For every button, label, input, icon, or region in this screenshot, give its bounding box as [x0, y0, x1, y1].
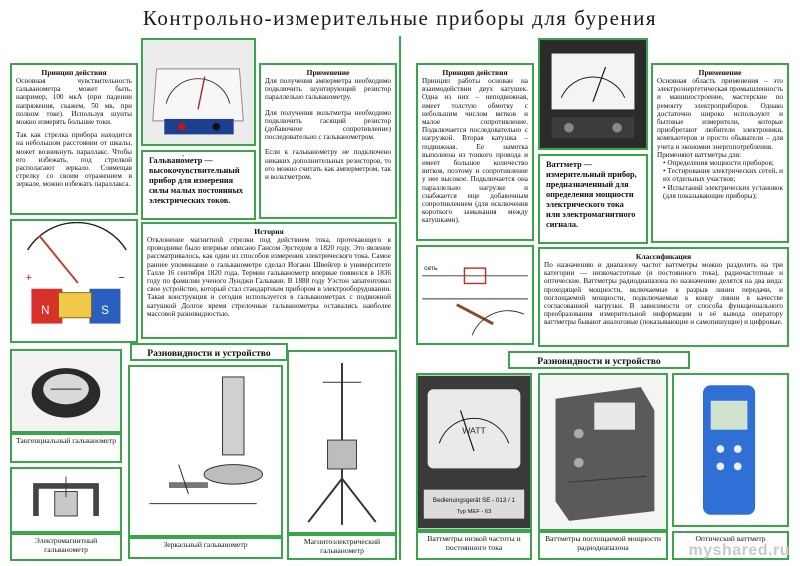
mirror-galvanometer-drawing: [128, 365, 283, 537]
low-frequency-wattmeter-photo: [416, 373, 532, 531]
electromagnetic-caption: Электромагнитный гальванометр: [10, 533, 122, 561]
list-item: • Определения мощности приборов;: [663, 159, 774, 168]
svg-text:+: +: [25, 272, 32, 284]
watt-varieties-heading: Разновидности и устройство: [508, 351, 690, 369]
galv-history-text: Отклонение магнитной стрелки под действием тока, протекающего в проводнике было впервые описано Гансом Эрстедом в 1820 году. Это явление рассматривалось, как один из способов измерения электрического тока. Самое раннее упоминание о гальванометре сделал Иоганн Швейгер в университете Галле 16 сентября 1820 года. Термин гальванометр впервые появился в 1836 году по фамилии ученого Луиджи Гальвани. В 1888 году Уэстон запатентовал свое устройство, который стал стандартным прибором в электрооборудовании. Такая конструкция и сегодня используется в гальванометрах с подвижной катушкой Долгое время стрелочные гальванометры оставались наиболее массовой разновидностью.: [147, 236, 391, 318]
watt-label: WATT: [462, 425, 486, 436]
electromagnetic-galvanometer-drawing: [10, 467, 122, 533]
galv-principle-heading: Принцип действия: [41, 68, 107, 77]
wattmeter-scheme-diagram: [416, 245, 534, 345]
magnetoelectric-caption: Магнитоэлектрический гальванометр: [287, 534, 397, 560]
plate-label: Bedienungsgerät SE - 013 / 1: [432, 497, 516, 505]
watt-application-box: [651, 63, 789, 243]
watt-principle-box: [416, 63, 534, 241]
ammeter-photo: [141, 38, 256, 146]
tangent-galvanometer-photo: [10, 349, 122, 433]
galv-definition-box: Гальвано́метр — высокочувствительный прибор для измерения силы малых постоянных электрических токов.: [141, 150, 256, 220]
galv-principle-text2: Так как стрелка прибора находится на небольшом расстоянии от шкалы, может возникнуть параллакс. Чтобы его избежать, под стрелкой располагают зеркало. Совмещая стрелку со своим отражением в зеркале, можно избежать параллакса.: [16, 131, 132, 189]
galv-principle-text: Основная чувствительность гальванометра может быть, например, 100 мкА (при падении напряжения, скажем, 50 мв, при полном токе). Используя шунты можно измерять большие токи.: [16, 77, 132, 127]
galv-application-heading: Применение: [306, 68, 350, 77]
center-divider: [399, 36, 401, 560]
galvanometer-diagram: [10, 219, 138, 343]
watt-classification-heading: Классификация: [635, 252, 692, 261]
galv-application-text2: Для получения вольтметра необходимо подключить гасящий резистор (добавочное сопротивление) последовательно с гальванометром.: [265, 108, 391, 142]
poster-title: Контрольно-измерительные приборы для бурения: [142, 6, 658, 30]
watt-principle-heading: Принцип действия: [442, 68, 508, 77]
optical-wattmeter-photo: [672, 373, 789, 527]
absorbed-power-caption: Ваттметры поглощаемой мощности радиодиапазона: [538, 531, 668, 560]
galv-history-heading: История: [254, 227, 284, 236]
watt-application-list-intro: Применяют ваттметры для:: [657, 150, 742, 159]
watt-classification-text: По назначению и диапазону частот ваттметры можно разделить на три категории — низкочастотные (и постоянного тока), радиочастотные и оптические. Ваттметры радиодиапазона по назначению делятся на два вида: проходящей мощности, включаемые в разрыв линии передачи, и поглощаемой мощности, подключаемые к концу линии в качестве согласованной нагрузки. В зависимости от способа функционального преобразования измерительной информации и её вывода оператору ваттметры бывают аналоговые (показывающие и самопишущие) и цифровые.: [544, 261, 783, 327]
watermark: myshared.ru: [688, 542, 790, 559]
watt-application-list: [657, 159, 783, 200]
magnetoelectric-galvanometer-drawing: [287, 350, 397, 534]
list-item: • Тестирования электрических сетей, и их отдельных участков;: [663, 167, 783, 184]
optical-caption: Оптический ваттметр: [672, 531, 789, 560]
galv-application-text: Для получения амперметра необходимо подключить шунтирующий резистор параллельно гальванометру.: [265, 77, 391, 102]
galv-history-box: [141, 222, 397, 339]
watt-definition-box: Ваттметр — измерительный прибор, предназначенный для определения мощности электрического тока или электромагнитного сигнала.: [538, 154, 648, 244]
galv-principle-box: [10, 63, 138, 215]
svg-text:−: −: [118, 272, 125, 284]
galv-varieties-heading: Разновидности и устройство: [130, 343, 288, 361]
watt-application-heading: Применение: [698, 68, 742, 77]
watt-classification-box: [538, 247, 789, 347]
mirror-caption: Зеркальный гальванометр: [128, 537, 283, 559]
svg-text:N: N: [41, 303, 50, 317]
galv-application-box: [259, 63, 397, 219]
watt-application-text: Основная область применения – это электроэнергетическая промышленность и машиностроение, мастерские по ремонту электроприборов. Однако достаточно широко используют и бытовые измерители, которые приобретают любители электроники, компьютеров и просто обыватели – для учета и экономии энергопотребления.: [657, 77, 783, 151]
tangent-caption: Тангенциальный гальванометр: [10, 433, 122, 463]
watt-principle-text: Принцип работы основан на взаимодействии двух катушек. Одна из них – неподвижная, имеет толстую обмотку с небольшим числом витков и малое сопротивление. Подключается последовательно с нагрузкой. Вторая катушка – подвижная. Ее намотка выполнена из тонкого провода и имеет большое количество витков, поэтому и сопротивление у нее высокое. Подключается она параллельно нагрузке и снабжается еще добавочным сопротивлением (для исключения короткого замыкания между катушками).: [422, 77, 528, 225]
scheme-label: сеть: [424, 265, 438, 273]
list-item: • Испытаний электрических установок (для показывающие приборы);: [663, 183, 783, 200]
low-frequency-caption: Ваттметры низкой частоты и постоянного тока: [416, 531, 532, 560]
svg-text:S: S: [101, 303, 109, 317]
type-label: Typ MEF - 63: [456, 508, 492, 515]
galv-application-text3: Если к гальванометру не подключено никаких дополнительных резисторов, то его можно считать как амперметром, так и вольтметром.: [265, 148, 391, 182]
absorbed-power-wattmeter-photo: [538, 373, 668, 531]
wattmeter-photo: [538, 38, 648, 150]
